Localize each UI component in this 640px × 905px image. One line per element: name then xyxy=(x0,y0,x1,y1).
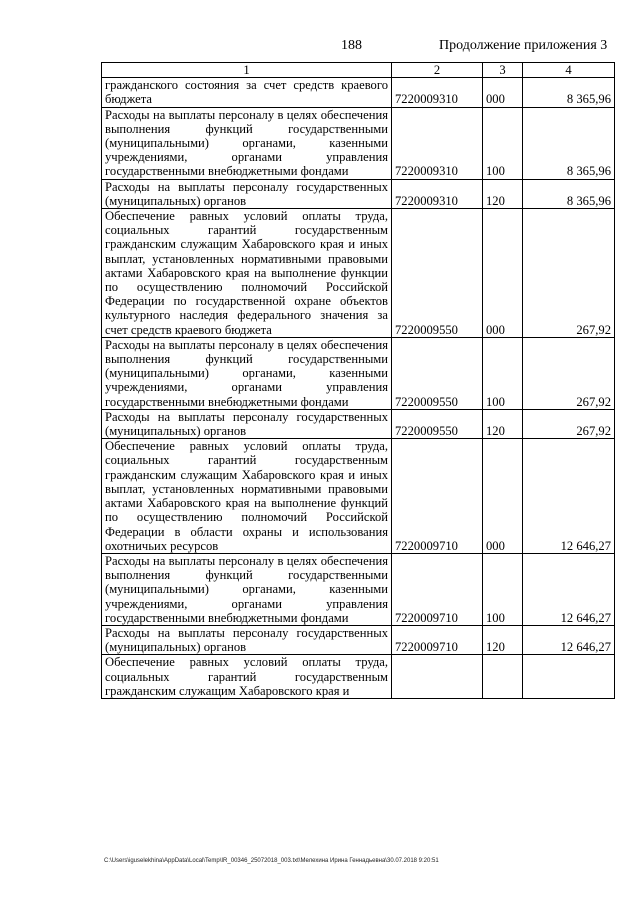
row-description: Расходы на выплаты персоналу в целях обеспечения выполнения функций государственными (муниципальными) органами, казенными учреждениями, органами управления государственными внебюджетными фондами xyxy=(102,337,392,409)
table-row xyxy=(102,409,615,438)
row-amount: 8 365,96 xyxy=(523,107,615,179)
row-code: 7220009550 xyxy=(392,409,483,438)
row-expense-kind: 120 xyxy=(483,625,523,654)
row-amount xyxy=(523,655,615,699)
row-description: Обеспечение равных условий оплаты труда, социальных гарантий государственным гражданским служащим Хабаровского края и иных выплат, установленных нормативными правовыми актами Хабаровского края на выполнение функций по осуществлению полномочий Российской Федерации в области охраны и использования охотничьих ресурсов xyxy=(102,439,392,554)
row-expense-kind: 120 xyxy=(483,409,523,438)
row-amount: 8 365,96 xyxy=(523,179,615,208)
row-expense-kind xyxy=(483,655,523,699)
column-header: 2 xyxy=(392,63,483,78)
row-code: 7220009710 xyxy=(392,553,483,625)
row-amount: 267,92 xyxy=(523,209,615,338)
row-amount: 267,92 xyxy=(523,337,615,409)
row-code: 7220009310 xyxy=(392,107,483,179)
row-amount: 267,92 xyxy=(523,409,615,438)
row-code: 7220009710 xyxy=(392,625,483,654)
row-code: 7220009550 xyxy=(392,209,483,338)
row-expense-kind: 000 xyxy=(483,439,523,554)
budget-table xyxy=(101,62,615,699)
table-row xyxy=(102,439,615,554)
column-header: 3 xyxy=(483,63,523,78)
table-row xyxy=(102,655,615,699)
row-amount: 12 646,27 xyxy=(523,439,615,554)
row-code: 7220009710 xyxy=(392,439,483,554)
row-code: 7220009310 xyxy=(392,179,483,208)
page-number: 188 xyxy=(341,38,362,53)
row-description: Расходы на выплаты персоналу государственных (муниципальных) органов xyxy=(102,625,392,654)
column-header: 1 xyxy=(102,63,392,78)
table-row xyxy=(102,78,615,107)
row-expense-kind: 000 xyxy=(483,78,523,107)
footer-file-path: C:\Users\iguselekhina\AppData\Local\Temp\IR_00346_25072018_003.txt\Мелехина Ирина Геннадьевна\30.07.2018 9:20:51 xyxy=(104,858,439,864)
table-row xyxy=(102,625,615,654)
table-row xyxy=(102,209,615,338)
row-amount: 12 646,27 xyxy=(523,625,615,654)
row-amount: 8 365,96 xyxy=(523,78,615,107)
row-expense-kind: 100 xyxy=(483,337,523,409)
row-expense-kind: 000 xyxy=(483,209,523,338)
row-description: Расходы на выплаты персоналу в целях обеспечения выполнения функций государственными (муниципальными) органами, казенными учреждениями, органами управления государственными внебюджетными фондами xyxy=(102,553,392,625)
row-description: Обеспечение равных условий оплаты труда, социальных гарантий государственным гражданским служащим Хабаровского края и иных выплат, установленных нормативными правовыми актами Хабаровского края на выполнение функции по осуществлению полномочий Российской Федерации по государственной охране объектов культурного наследия федерального значения за счет средств краевого бюджета xyxy=(102,209,392,338)
table-row xyxy=(102,107,615,179)
continuation-label: Продолжение приложения 3 xyxy=(439,38,608,53)
row-expense-kind: 100 xyxy=(483,553,523,625)
row-code xyxy=(392,655,483,699)
table-header-row xyxy=(102,63,615,78)
column-header: 4 xyxy=(523,63,615,78)
table-row xyxy=(102,553,615,625)
row-description: Обеспечение равных условий оплаты труда, социальных гарантий государственным гражданским служащим Хабаровского края и xyxy=(102,655,392,699)
table-row xyxy=(102,337,615,409)
row-description: гражданского состояния за счет средств краевого бюджета xyxy=(102,78,392,107)
row-code: 7220009550 xyxy=(392,337,483,409)
row-code: 7220009310 xyxy=(392,78,483,107)
row-expense-kind: 120 xyxy=(483,179,523,208)
row-description: Расходы на выплаты персоналу в целях обеспечения выполнения функций государственными (муниципальными) органами, казенными учреждениями, органами управления государственными внебюджетными фондами xyxy=(102,107,392,179)
table-row xyxy=(102,179,615,208)
row-amount: 12 646,27 xyxy=(523,553,615,625)
row-description: Расходы на выплаты персоналу государственных (муниципальных) органов xyxy=(102,409,392,438)
row-description: Расходы на выплаты персоналу государственных (муниципальных) органов xyxy=(102,179,392,208)
row-expense-kind: 100 xyxy=(483,107,523,179)
